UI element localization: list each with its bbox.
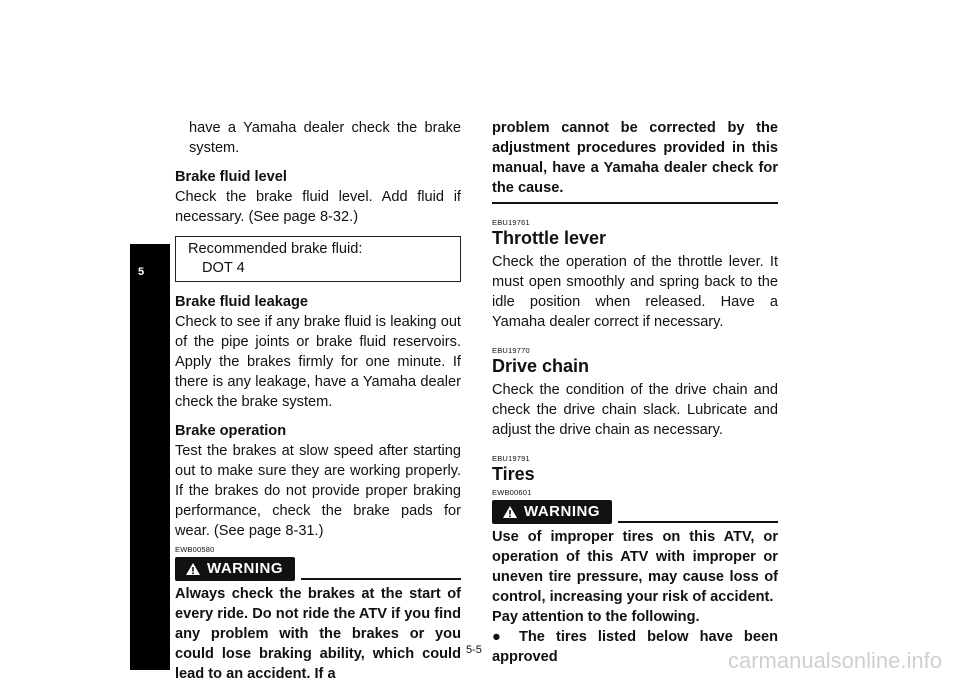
brake-operation-text: Test the brakes at slow speed after starting out to make sure they are working properly. If the brakes do not provide proper braking performance, check the brake pads for wear. (See page 8-31.) [175, 443, 461, 539]
tires-warning-label: WARNING [524, 503, 600, 520]
heading-drive-chain: Drive chain [492, 356, 590, 376]
tires-warning-rule [618, 521, 778, 523]
heading-throttle-lever: Throttle lever [492, 228, 607, 248]
recommended-fluid-value: DOT 4 [202, 260, 245, 276]
warning-text: Always check the brakes at the start of every ride. Do not ride the ATV if you find any problem with the brakes or you could lose braking ability, which could lead to an accident. If a [175, 586, 461, 682]
warning-banner [175, 557, 461, 581]
warning-end-rule [492, 202, 778, 204]
warning-code: EWB00580 [175, 545, 215, 554]
heading-brake-fluid-leakage: Brake fluid leakage [175, 294, 309, 310]
right-column [492, 118, 778, 667]
heading-brake-fluid-level: Brake fluid level [175, 169, 287, 185]
tires-warning-code: EWB00601 [492, 488, 532, 497]
warning-badge [175, 557, 295, 581]
section-code-throttle: EBU19761 [492, 218, 530, 227]
section-code-drive-chain: EBU19770 [492, 346, 530, 355]
tires-attention-text: Pay attention to the following. [492, 609, 700, 625]
warning-rule [301, 578, 461, 580]
section-code-tires: EBU19791 [492, 454, 530, 463]
heading-brake-operation: Brake operation [175, 423, 287, 439]
heading-tires: Tires [492, 464, 535, 484]
warning-triangle-icon [185, 562, 201, 576]
warning-label: WARNING [207, 560, 283, 577]
chapter-tab [130, 244, 170, 670]
drive-chain-text: Check the condition of the drive chain and check the drive chain slack. Lubricate and adjust the drive chain as necessary. [492, 382, 778, 438]
recommended-fluid-box [175, 236, 461, 282]
warning-triangle-icon [502, 505, 518, 519]
watermark: carmanualsonline.info [727, 648, 942, 673]
tires-warning-badge [492, 500, 612, 524]
continued-text: have a Yamaha dealer check the brake system. [189, 120, 461, 156]
throttle-lever-text: Check the operation of the throttle lever. It must open smoothly and spring back to the idle position when released. Have a Yamaha dealer correct if necessary. [492, 254, 778, 330]
recommended-fluid-label: Recommended brake fluid: [188, 241, 363, 257]
warning-continued-text: problem cannot be corrected by the adjustment procedures provided in this manual, have a Yamaha dealer check for the cause. [492, 120, 778, 196]
tires-bullet-item: ● The tires listed below have been approved [492, 629, 778, 665]
chapter-number: 5 [137, 266, 145, 278]
brake-fluid-leakage-text: Check to see if any brake fluid is leaking out of the pipe joints or brake fluid reservoirs. Apply the brakes firmly for one minute. If there is any leakage, have a Yamaha dealer check the brake system. [175, 314, 461, 410]
tires-warning-text: Use of improper tires on this ATV, or operation of this ATV with improper or uneven tire pressure, may cause loss of control, increasing your risk of accident. [492, 529, 778, 605]
page-number: 5-5 [466, 644, 482, 656]
tires-warning-banner [492, 500, 778, 524]
left-column [175, 118, 461, 684]
brake-fluid-level-text: Check the brake fluid level. Add fluid if necessary. (See page 8-32.) [175, 189, 461, 225]
